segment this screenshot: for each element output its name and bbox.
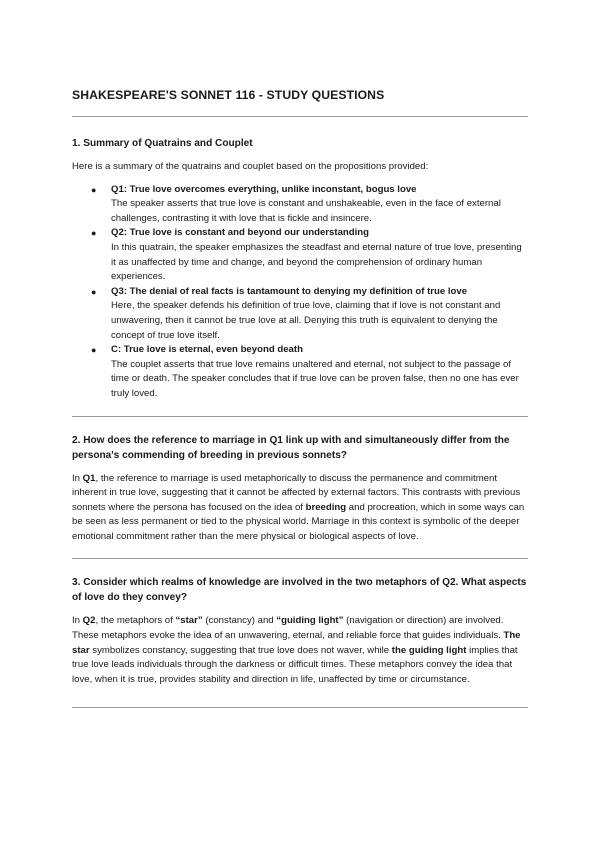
bullet-icon: ● bbox=[91, 228, 97, 239]
bullet-icon: ● bbox=[91, 286, 97, 297]
list-item bbox=[72, 285, 528, 343]
emphasis-q1: Q1 bbox=[82, 472, 96, 484]
section-2-answer bbox=[72, 472, 528, 545]
text-run: , the reference to marriage is used metaphorically to discuss the permanence and commitment inherent in true love, suggesting that it cannot be affected by external factors. This contrasts with previous sonnets where the persona has focused on the idea of bbox=[72, 472, 521, 513]
item-headline: : True love overcomes everything, unlike inconstant, bogus love bbox=[123, 183, 417, 195]
bullet-icon: ● bbox=[91, 184, 97, 195]
emphasis-q2: Q2 bbox=[82, 615, 96, 627]
section-1-heading: 1. Summary of Quatrains and Couplet bbox=[72, 138, 253, 149]
section-3-answer bbox=[72, 614, 528, 687]
bullet-icon: ● bbox=[91, 345, 97, 356]
item-body: The speaker asserts that true love is constant and unshakeable, even in the face of external challenges, contrasting it with love that is fickle and insincere. bbox=[111, 198, 501, 224]
text-run: and procreation, which in some ways can be seen as less permanent or tied to the physical world. Marriage in this context is symbolic of the deeper emotional commitment rather than the mere physical or biological aspects of love. bbox=[72, 501, 525, 542]
text-run: (navigation or direction) are involved. These metaphors evoke the idea of an unwavering, eternal, and reliable force that guides individuals. bbox=[72, 615, 504, 642]
emphasis-breeding: breeding bbox=[305, 501, 347, 513]
item-headline: : True love is constant and beyond our understanding bbox=[123, 227, 370, 239]
text-run: implies that true love leads individuals through the darkness or difficult times. These metaphors convey the idea that love, when it is true, provides stability and direction in life, unaffected by time or circumstance. bbox=[72, 644, 518, 685]
divider bbox=[72, 116, 528, 117]
text-run: , the metaphors of bbox=[95, 615, 176, 627]
text-run: symbolizes constancy, suggesting that true love does not waver, while bbox=[89, 644, 392, 656]
divider bbox=[72, 707, 528, 708]
section-2-heading: 2. How does the reference to marriage in Q1 link up with and simultaneously differ from the persona's commending of breeding in previous sonnets? bbox=[72, 434, 510, 461]
item-headline: : The denial of real facts is tantamount to denying my definition of true love bbox=[123, 285, 468, 297]
emphasis-guiding-light: “guiding light” bbox=[276, 615, 344, 627]
text-run: (constancy) and bbox=[202, 615, 277, 627]
item-body: In this quatrain, the speaker emphasizes the steadfast and eternal nature of true love, presenting it as unaffected by time and change, and beyond the comprehension of ordinary human experiences. bbox=[111, 241, 522, 283]
section-1-intro: Here is a summary of the quatrains and couplet based on the propositions provided: bbox=[72, 161, 429, 172]
item-label: Q2 bbox=[111, 227, 124, 239]
item-label: Q1 bbox=[111, 183, 124, 195]
emphasis-the-guiding-light: the guiding light bbox=[391, 644, 467, 656]
item-body: The couplet asserts that true love remains unaltered and eternal, not subject to the passage of time or death. The speaker concludes that if true love can be proven false, then no one has ever truly loved. bbox=[111, 358, 519, 399]
document-title: SHAKESPEARE'S SONNET 116 - STUDY QUESTIONS bbox=[72, 88, 385, 102]
list-item bbox=[72, 343, 528, 401]
divider bbox=[72, 416, 528, 417]
text-run: In bbox=[72, 472, 83, 484]
item-headline: : True love is eternal, even beyond death bbox=[117, 344, 303, 356]
item-body: Here, the speaker defends his definition of true love, claiming that if love is not constant and unwavering, then it cannot be true love at all. Denying this truth is equivalent to denying the concept of true love itself. bbox=[111, 300, 501, 341]
divider bbox=[72, 558, 528, 559]
item-label: Q3 bbox=[111, 285, 124, 297]
emphasis-star: “star” bbox=[175, 615, 203, 627]
list-item bbox=[72, 226, 528, 284]
document-page bbox=[72, 88, 528, 708]
item-label: C bbox=[111, 344, 118, 356]
list-item bbox=[72, 183, 528, 227]
text-run: In bbox=[72, 615, 83, 627]
quatrain-summary-list bbox=[72, 183, 528, 402]
section-3-heading: 3. Consider which realms of knowledge are involved in the two metaphors of Q2. What aspects of love do they convey? bbox=[72, 577, 527, 604]
emphasis-the-star: The star bbox=[72, 630, 521, 656]
